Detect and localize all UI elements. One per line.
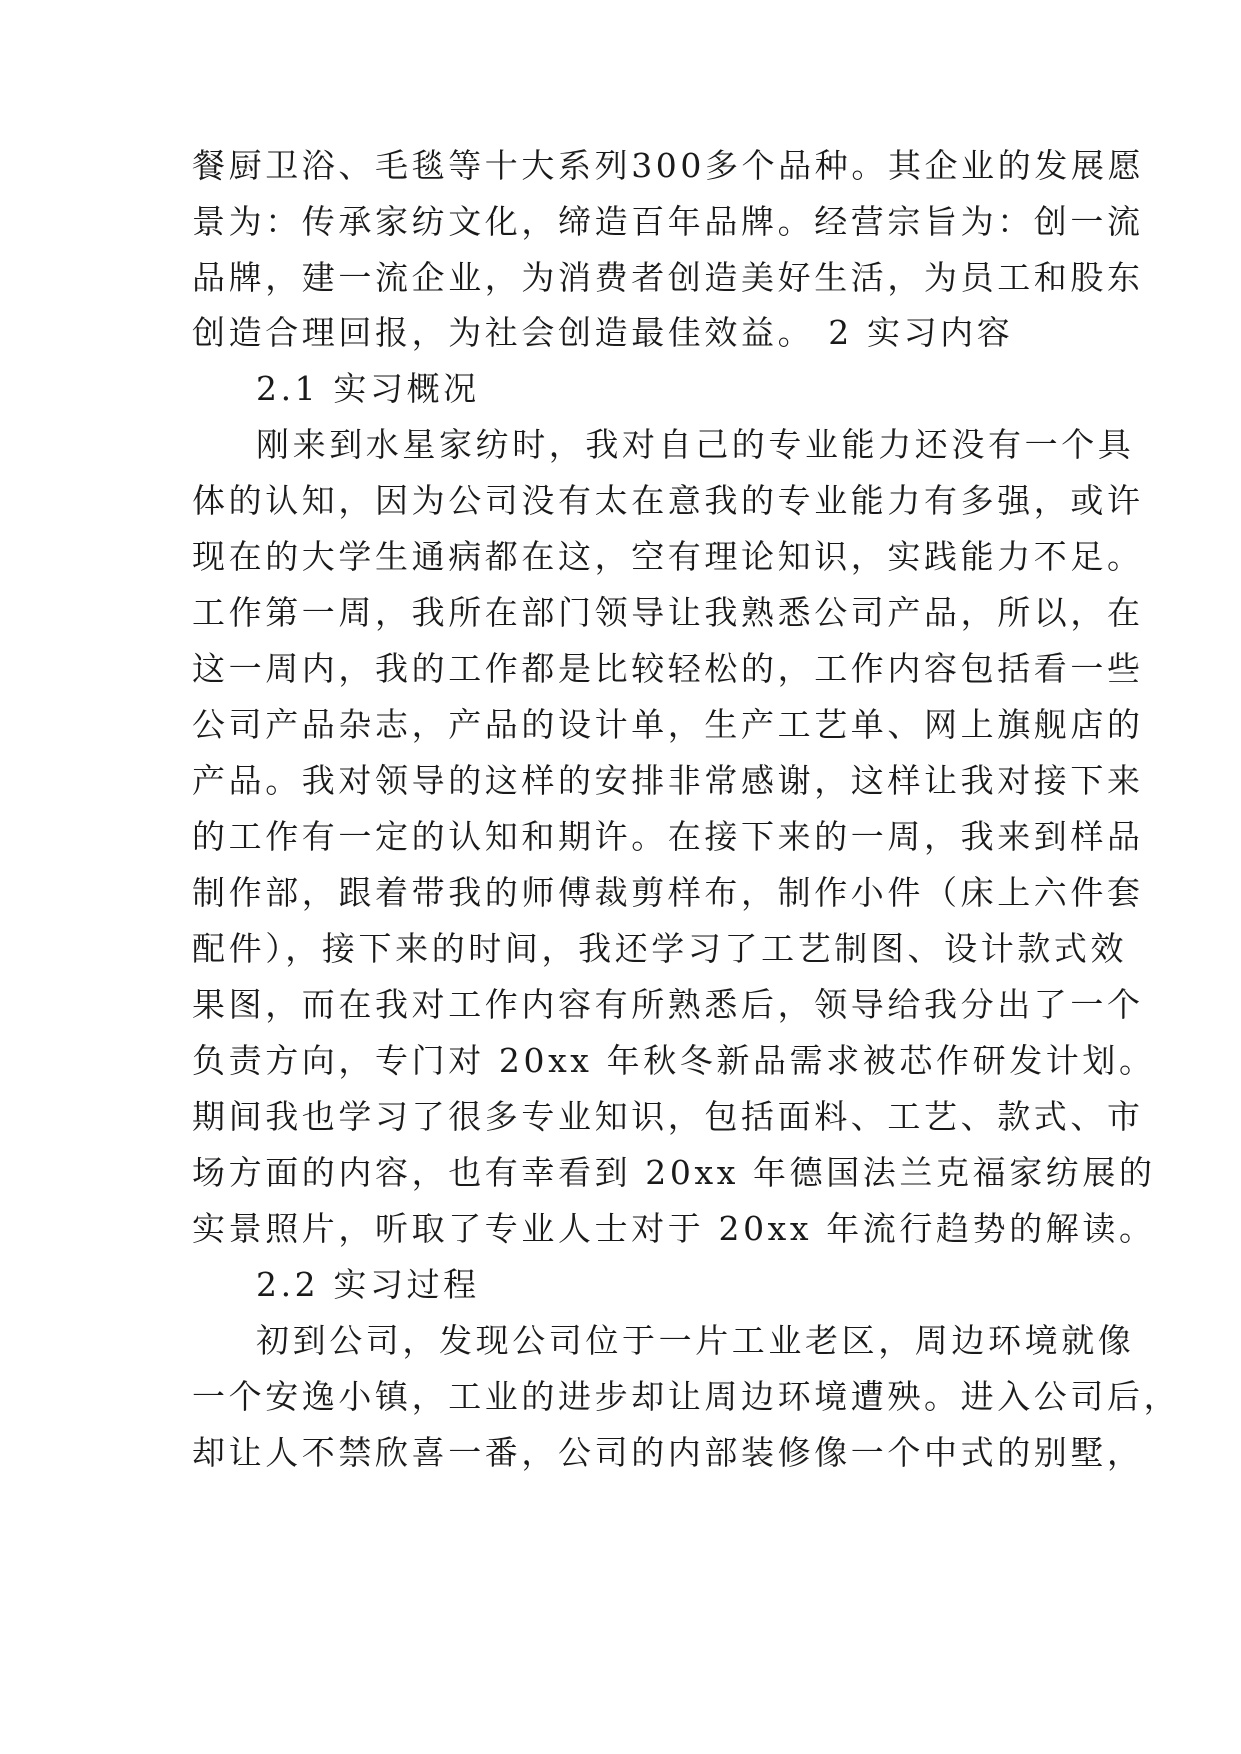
text-line: 期间我也学习了很多专业知识，包括面料、工艺、款式、市: [192, 1097, 1144, 1136]
text-line: 果图，而在我对工作内容有所熟悉后，领导给我分出了一个: [192, 985, 1144, 1024]
text-line: 餐厨卫浴、毛毯等十大系列300多个品种。其企业的发展愿: [192, 146, 1145, 185]
text-line: 负责方向，专门对 20xx 年秋冬新品需求被芯作研发计划。: [192, 1041, 1156, 1080]
paragraph-first-line: 刚来到水星家纺时，我对自己的专业能力还没有一个具: [256, 425, 1135, 464]
text-line: 产品。我对领导的这样的安排非常感谢，这样让我对接下来: [192, 761, 1144, 800]
text-line: 的工作有一定的认知和期许。在接下来的一周，我来到样品: [192, 817, 1144, 856]
text-line: 这一周内，我的工作都是比较轻松的，工作内容包括看一些: [192, 649, 1144, 688]
text-line: 品牌，建一流企业，为消费者创造美好生活，为员工和股东: [192, 258, 1144, 297]
text-line: 景为：传承家纺文化，缔造百年品牌。经营宗旨为：创一流: [192, 202, 1144, 241]
text-line: 创造合理回报，为社会创造最佳效益。 2 实习内容: [192, 313, 1014, 352]
section-heading: 2.2 实习过程: [256, 1265, 480, 1304]
section-heading: 2.1 实习概况: [256, 369, 480, 408]
text-line: 却让人不禁欣喜一番，公司的内部装修像一个中式的别墅，: [192, 1433, 1144, 1472]
paragraph-first-line: 初到公司，发现公司位于一片工业老区，周边环境就像: [256, 1321, 1135, 1360]
text-line: 公司产品杂志，产品的设计单，生产工艺单、网上旗舰店的: [192, 705, 1144, 744]
text-line: 制作部，跟着带我的师傅裁剪样布，制作小件（床上六件套: [192, 873, 1144, 912]
text-line: 工作第一周，我所在部门领导让我熟悉公司产品，所以，在: [192, 593, 1144, 632]
text-line: 场方面的内容，也有幸看到 20xx 年德国法兰克福家纺展的: [192, 1153, 1156, 1192]
text-line: 现在的大学生通病都在这，空有理论知识，实践能力不足。: [192, 537, 1144, 576]
text-line: 体的认知，因为公司没有太在意我的专业能力有多强，或许: [192, 481, 1144, 520]
text-line: 配件），接下来的时间，我还学习了工艺制图、设计款式效: [192, 929, 1128, 968]
text-line: 实景照片，听取了专业人士对于 20xx 年流行趋势的解读。: [192, 1209, 1156, 1248]
text-line: 一个安逸小镇，工业的进步却让周边环境遭殃。进入公司后，: [192, 1377, 1181, 1416]
